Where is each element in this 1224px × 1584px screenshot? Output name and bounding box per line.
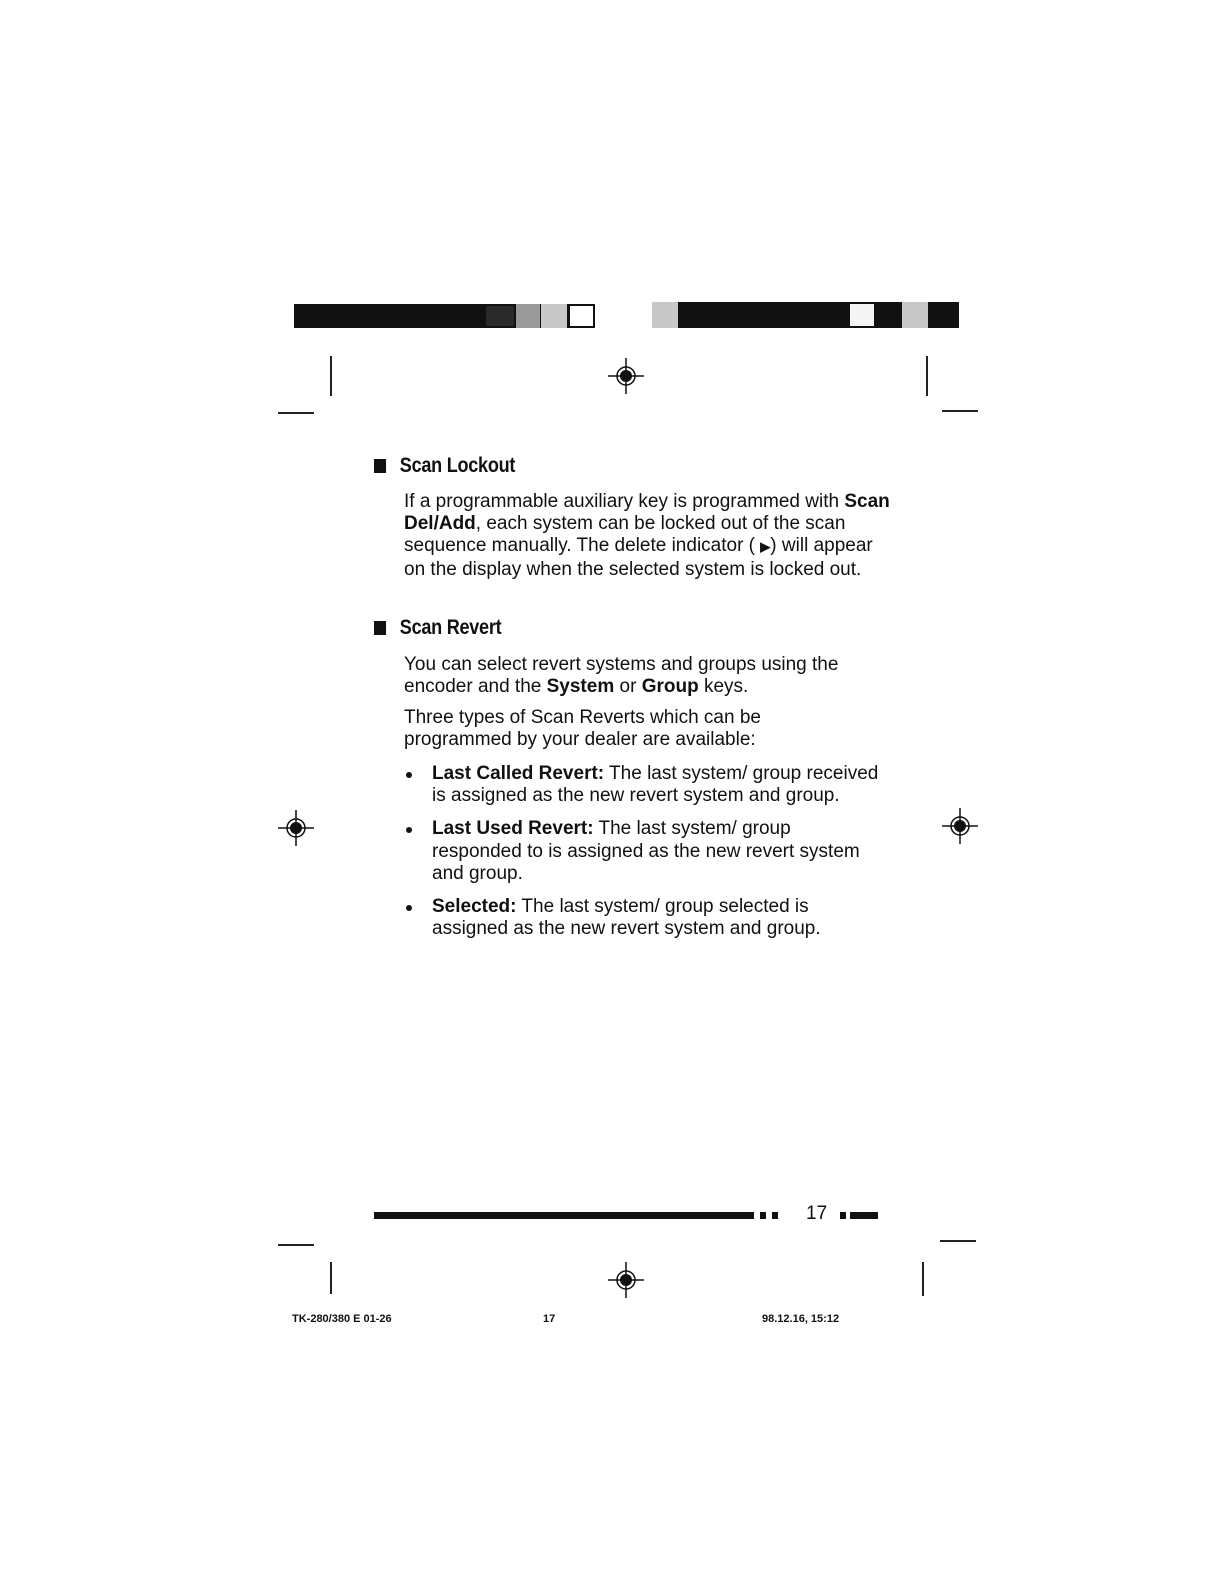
color-patch (486, 306, 514, 326)
list-item-term: Last Called Revert: (432, 763, 605, 784)
footer-rule (374, 1212, 754, 1219)
color-patch (516, 304, 540, 328)
section-heading-scan-lockout (374, 454, 515, 478)
registration-target-icon (940, 806, 980, 846)
list-item-term: Last Used Revert: (432, 818, 594, 840)
slug-doc-code: TK-280/380 E 01-26 (292, 1313, 392, 1325)
list-item-term: Selected: (432, 896, 517, 918)
color-patch (902, 302, 928, 328)
color-patch (850, 304, 874, 326)
footer-rule-segment (850, 1212, 878, 1219)
text-run-bold: Group (641, 676, 699, 698)
list-item (404, 818, 884, 885)
text-run: , each system can be locked out of the scan sequence manually. The delete indicator ( (404, 513, 846, 557)
crop-mark (940, 1240, 976, 1242)
square-bullet-icon (374, 459, 386, 473)
text-run: You can select revert systems and groups using the encoder and the (404, 654, 839, 698)
text-run: or (614, 676, 642, 698)
crop-mark (278, 412, 314, 414)
square-bullet-icon (374, 621, 386, 635)
registration-target-icon (276, 808, 316, 848)
text-run: If a programmable auxiliary key is programmed with (404, 491, 845, 512)
text-run: Three types of Scan Reverts which can be programmed by your dealer are available: (404, 707, 761, 751)
color-patch (568, 304, 595, 328)
bullet-dot-icon (406, 905, 412, 911)
color-patch (652, 302, 678, 328)
page-number: 17 (806, 1203, 828, 1224)
list-item (404, 763, 884, 807)
text-run-bold: Scan Del/Add (404, 491, 890, 535)
crop-mark (922, 1262, 924, 1296)
list-item (404, 896, 884, 940)
text-run-bold: System (546, 676, 615, 698)
crop-mark (278, 1244, 314, 1246)
list-item-text: The last system/ group responded to is assigned as the new revert system and group. (432, 818, 860, 884)
crop-mark (330, 1262, 332, 1294)
slug-timestamp: 98.12.16, 15:12 (762, 1313, 840, 1325)
registration-target-icon (606, 1260, 646, 1300)
heading-text: Scan Revert (399, 616, 502, 639)
bullet-dot-icon (406, 772, 412, 778)
footer-rule-segment (760, 1212, 766, 1219)
section-heading-scan-revert (374, 616, 501, 640)
crop-mark (330, 356, 332, 396)
heading-text: Scan Lockout (399, 454, 516, 477)
footer-rule-segment (840, 1212, 846, 1219)
bullet-dot-icon (406, 827, 412, 833)
list-item-text: The last system/ group received is assigned as the new revert system and group. (432, 763, 879, 807)
slug-page: 17 (543, 1313, 556, 1325)
scan-lockout-paragraph (404, 491, 894, 581)
revert-types-list (404, 763, 884, 951)
footer-rule-segment (772, 1212, 778, 1219)
delete-indicator-icon: ▶ (760, 539, 771, 555)
registration-target-icon (606, 356, 646, 396)
text-run: keys. (698, 676, 749, 698)
scan-revert-paragraph-1 (404, 654, 894, 698)
text-run: ) will appear on the display when the selected system is locked out. (404, 535, 873, 580)
list-item-text: The last system/ group selected is assigned as the new revert system and group. (432, 896, 821, 940)
crop-mark (926, 356, 928, 396)
scan-revert-paragraph-2 (404, 707, 824, 751)
crop-mark (942, 410, 978, 412)
color-patch (541, 304, 567, 328)
